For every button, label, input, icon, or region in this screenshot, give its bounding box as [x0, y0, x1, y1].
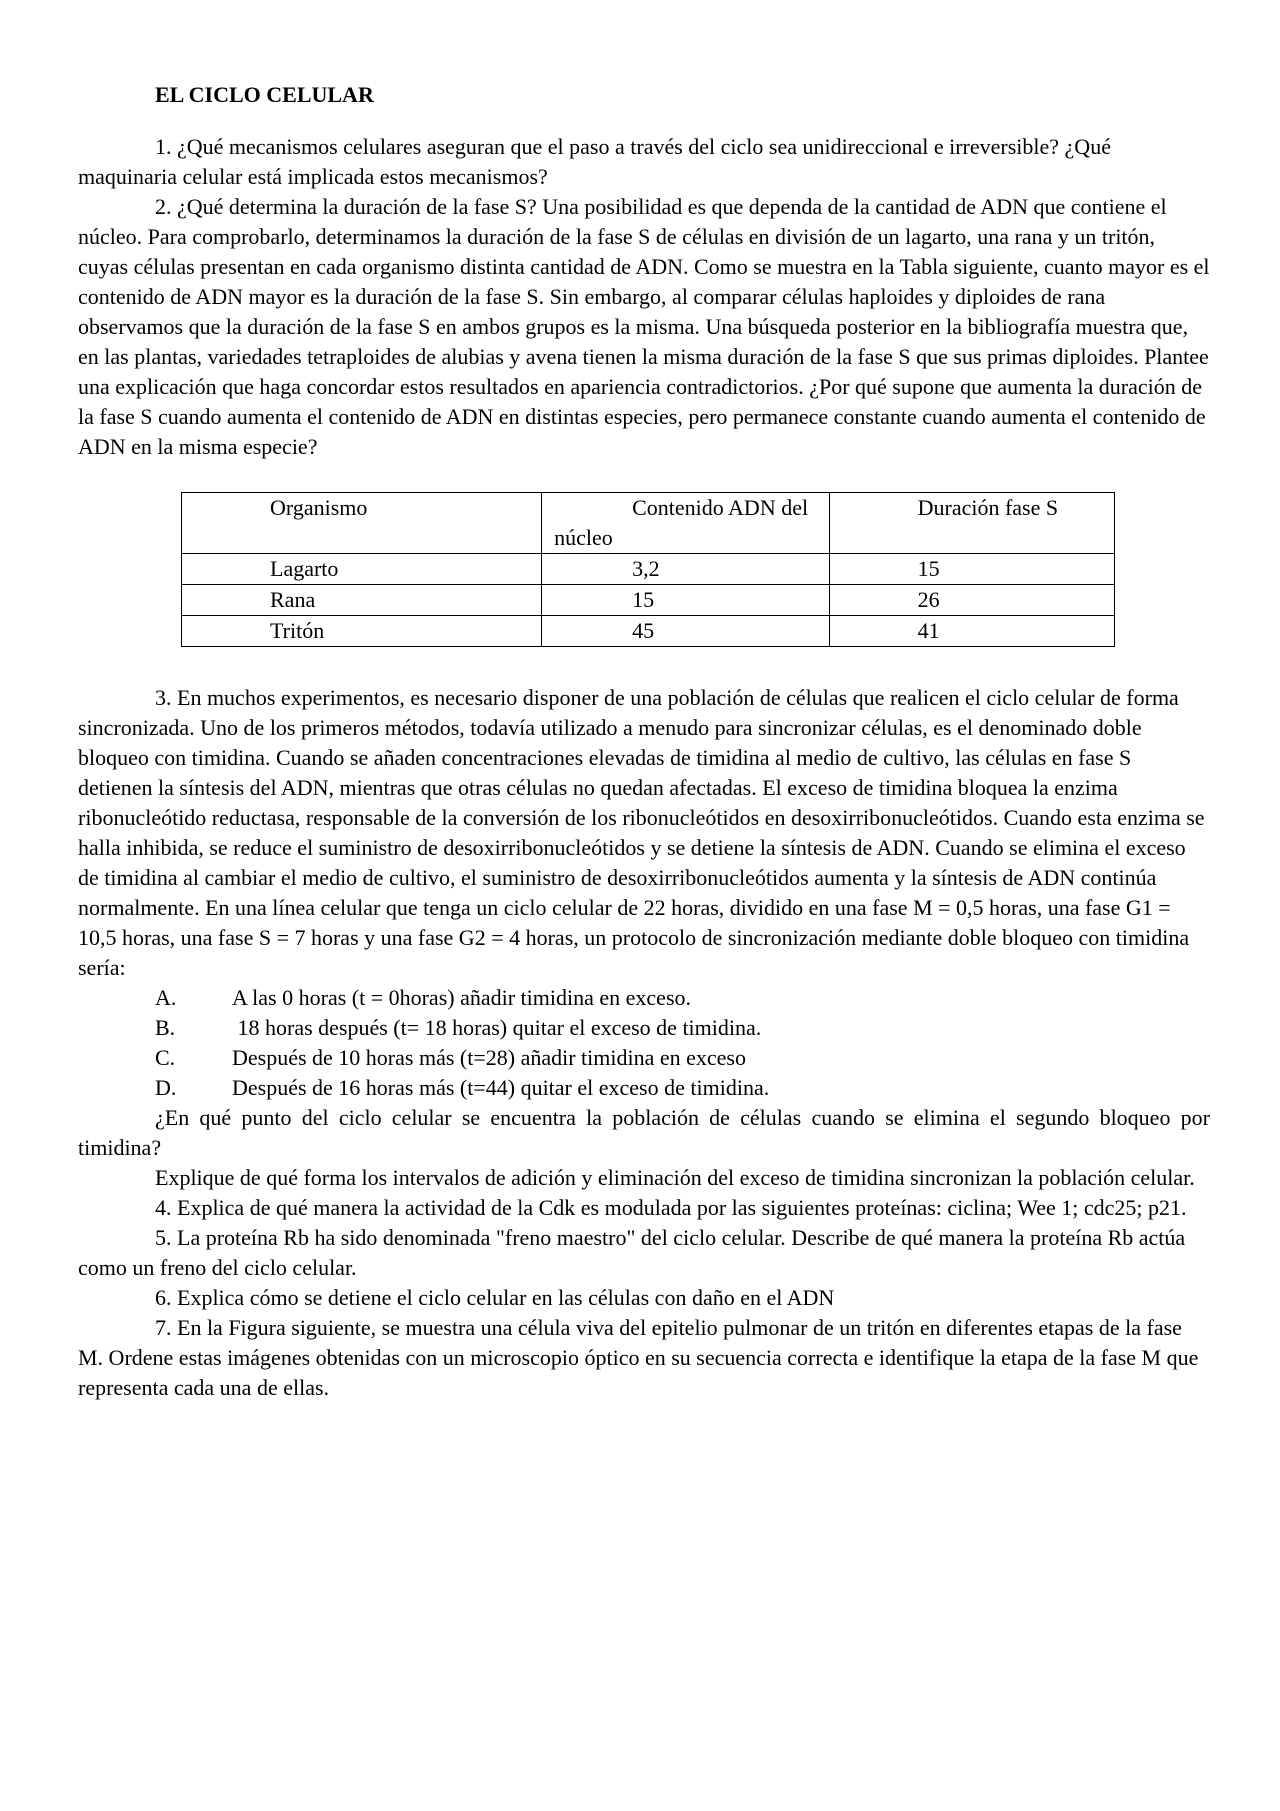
step-text: Después de 10 horas más (t=28) añadir timidina en exceso	[232, 1045, 746, 1070]
step-letter: D.	[155, 1075, 177, 1100]
step-text: 18 horas después (t= 18 horas) quitar el exceso de timidina.	[232, 1015, 762, 1040]
cell-duracion	[829, 585, 1114, 616]
question-6: 6. Explica cómo se detiene el ciclo celular en las células con daño en el ADN	[155, 1285, 835, 1310]
table-header-row	[182, 493, 1115, 554]
table-row	[182, 585, 1115, 616]
cell-contenido-value: 3,2	[632, 556, 660, 581]
question-5: 5. La proteína Rb ha sido denominada "freno maestro" del ciclo celular. Describe de qué manera la proteína Rb actúa como un freno del ciclo celular.	[78, 1225, 1186, 1280]
cell-contenido	[542, 554, 830, 585]
cell-organismo: Lagarto	[182, 554, 542, 585]
step-letter: B.	[155, 1015, 176, 1040]
protocol-step	[78, 1043, 1210, 1073]
question-3: 3. En muchos experimentos, es necesario disponer de una población de células que realicen el ciclo celular de forma sincronizada. Uno de los primeros métodos, todavía utilizado a menudo para sincronizar células, es el denominado doble bloqueo con timidina. Cuando se añaden concentraciones elevadas de timidina al medio de cultivo, las células en fase S detienen la síntesis del ADN, mientras que otras células no quedan afectadas. El exceso de timidina bloquea la enzima ribonucleótido reductasa, responsable de la conversión de los ribonucleótidos en desoxirribonucleótidos. Cuando esta enzima se halla inhibida, se reduce el suministro de desoxirribonucleótidos y se detiene la síntesis de ADN. Cuando se elimina el exceso de timidina al cambiar el medio de cultivo, el suministro de desoxirribonucleótidos aumenta y la síntesis de ADN continúa normalmente. En una línea celular que tenga un ciclo celular de 22 horas, dividido en una fase M = 0,5 horas, una fase G1 = 10,5 horas, una fase S = 7 horas y una fase G2 = 4 horas, un protocolo de sincronización mediante doble bloqueo con timidina sería:	[78, 685, 1205, 980]
step-letter: C.	[155, 1045, 176, 1070]
document-page	[78, 80, 1210, 1403]
question-3a: ¿En qué punto del ciclo celular se encuentra la población de células cuando se elimina el segundo bloqueo por timidina?	[78, 1105, 1210, 1160]
question-4: 4. Explica de qué manera la actividad de la Cdk es modulada por las siguientes proteínas: ciclina; Wee 1; cdc25; p21.	[155, 1195, 1187, 1220]
table-row	[182, 554, 1115, 585]
cell-duracion-value: 26	[917, 587, 940, 612]
dna-content-table	[181, 492, 1115, 647]
header-organismo: Organismo	[182, 493, 542, 554]
cell-contenido	[542, 616, 830, 647]
data-table-wrapper	[181, 492, 1210, 647]
cell-contenido-value: 45	[632, 618, 655, 643]
step-text: Después de 16 horas más (t=44) quitar el exceso de timidina.	[232, 1075, 770, 1100]
document-title: EL CICLO CELULAR	[155, 82, 374, 107]
question-7: 7. En la Figura siguiente, se muestra una célula viva del epitelio pulmonar de un tritón en diferentes etapas de la fase M. Ordene estas imágenes obtenidas con un microscopio óptico en su secuencia correcta e identifique la etapa de la fase M que representa cada una de ellas.	[78, 1315, 1199, 1400]
protocol-step	[78, 983, 1210, 1013]
table-row	[182, 616, 1115, 647]
cell-duracion-value: 41	[917, 618, 940, 643]
cell-duracion	[829, 616, 1114, 647]
header-contenido-line1: Contenido ADN del	[632, 495, 809, 520]
question-1: 1. ¿Qué mecanismos celulares aseguran que el paso a través del ciclo sea unidireccional e irreversible? ¿Qué maquinaria celular está implicada estos mecanismos?	[78, 134, 1111, 189]
cell-organismo: Rana	[182, 585, 542, 616]
question-2: 2. ¿Qué determina la duración de la fase S? Una posibilidad es que dependa de la cantidad de ADN que contiene el núcleo. Para comprobarlo, determinamos la duración de la fase S de células en división de un lagarto, una rana y un tritón, cuyas células presentan en cada organismo distinta cantidad de ADN. Como se muestra en la Tabla siguiente, cuanto mayor es el contenido de ADN mayor es la duración de la fase S. Sin embargo, al comparar células haploides y diploides de rana observamos que la duración de la fase S en ambos grupos es la misma. Una búsqueda posterior en la bibliografía muestra que, en las plantas, variedades tetraploides de alubias y avena tienen la misma duración de la fase S que sus primas diploides. Plantee una explicación que haga concordar estos resultados en apariencia contradictorios. ¿Por qué supone que aumenta la duración de la fase S cuando aumenta el contenido de ADN en distintas especies, pero permanece constante cuando aumenta el contenido de ADN en la misma especie?	[78, 194, 1210, 459]
cell-duracion	[829, 554, 1114, 585]
cell-organismo: Tritón	[182, 616, 542, 647]
header-contenido-line2: núcleo	[554, 525, 613, 550]
step-text: A las 0 horas (t = 0horas) añadir timidina en exceso.	[232, 985, 692, 1010]
protocol-step	[78, 1073, 1210, 1103]
cell-contenido	[542, 585, 830, 616]
header-duracion-label: Duración fase S	[917, 495, 1059, 520]
cell-contenido-value: 15	[632, 587, 655, 612]
protocol-step	[78, 1013, 1210, 1043]
header-contenido	[542, 493, 830, 554]
cell-duracion-value: 15	[917, 556, 940, 581]
header-duracion	[829, 493, 1114, 554]
question-3b: Explique de qué forma los intervalos de adición y eliminación del exceso de timidina sincronizan la población celular.	[155, 1165, 1195, 1190]
step-letter: A.	[155, 985, 177, 1010]
